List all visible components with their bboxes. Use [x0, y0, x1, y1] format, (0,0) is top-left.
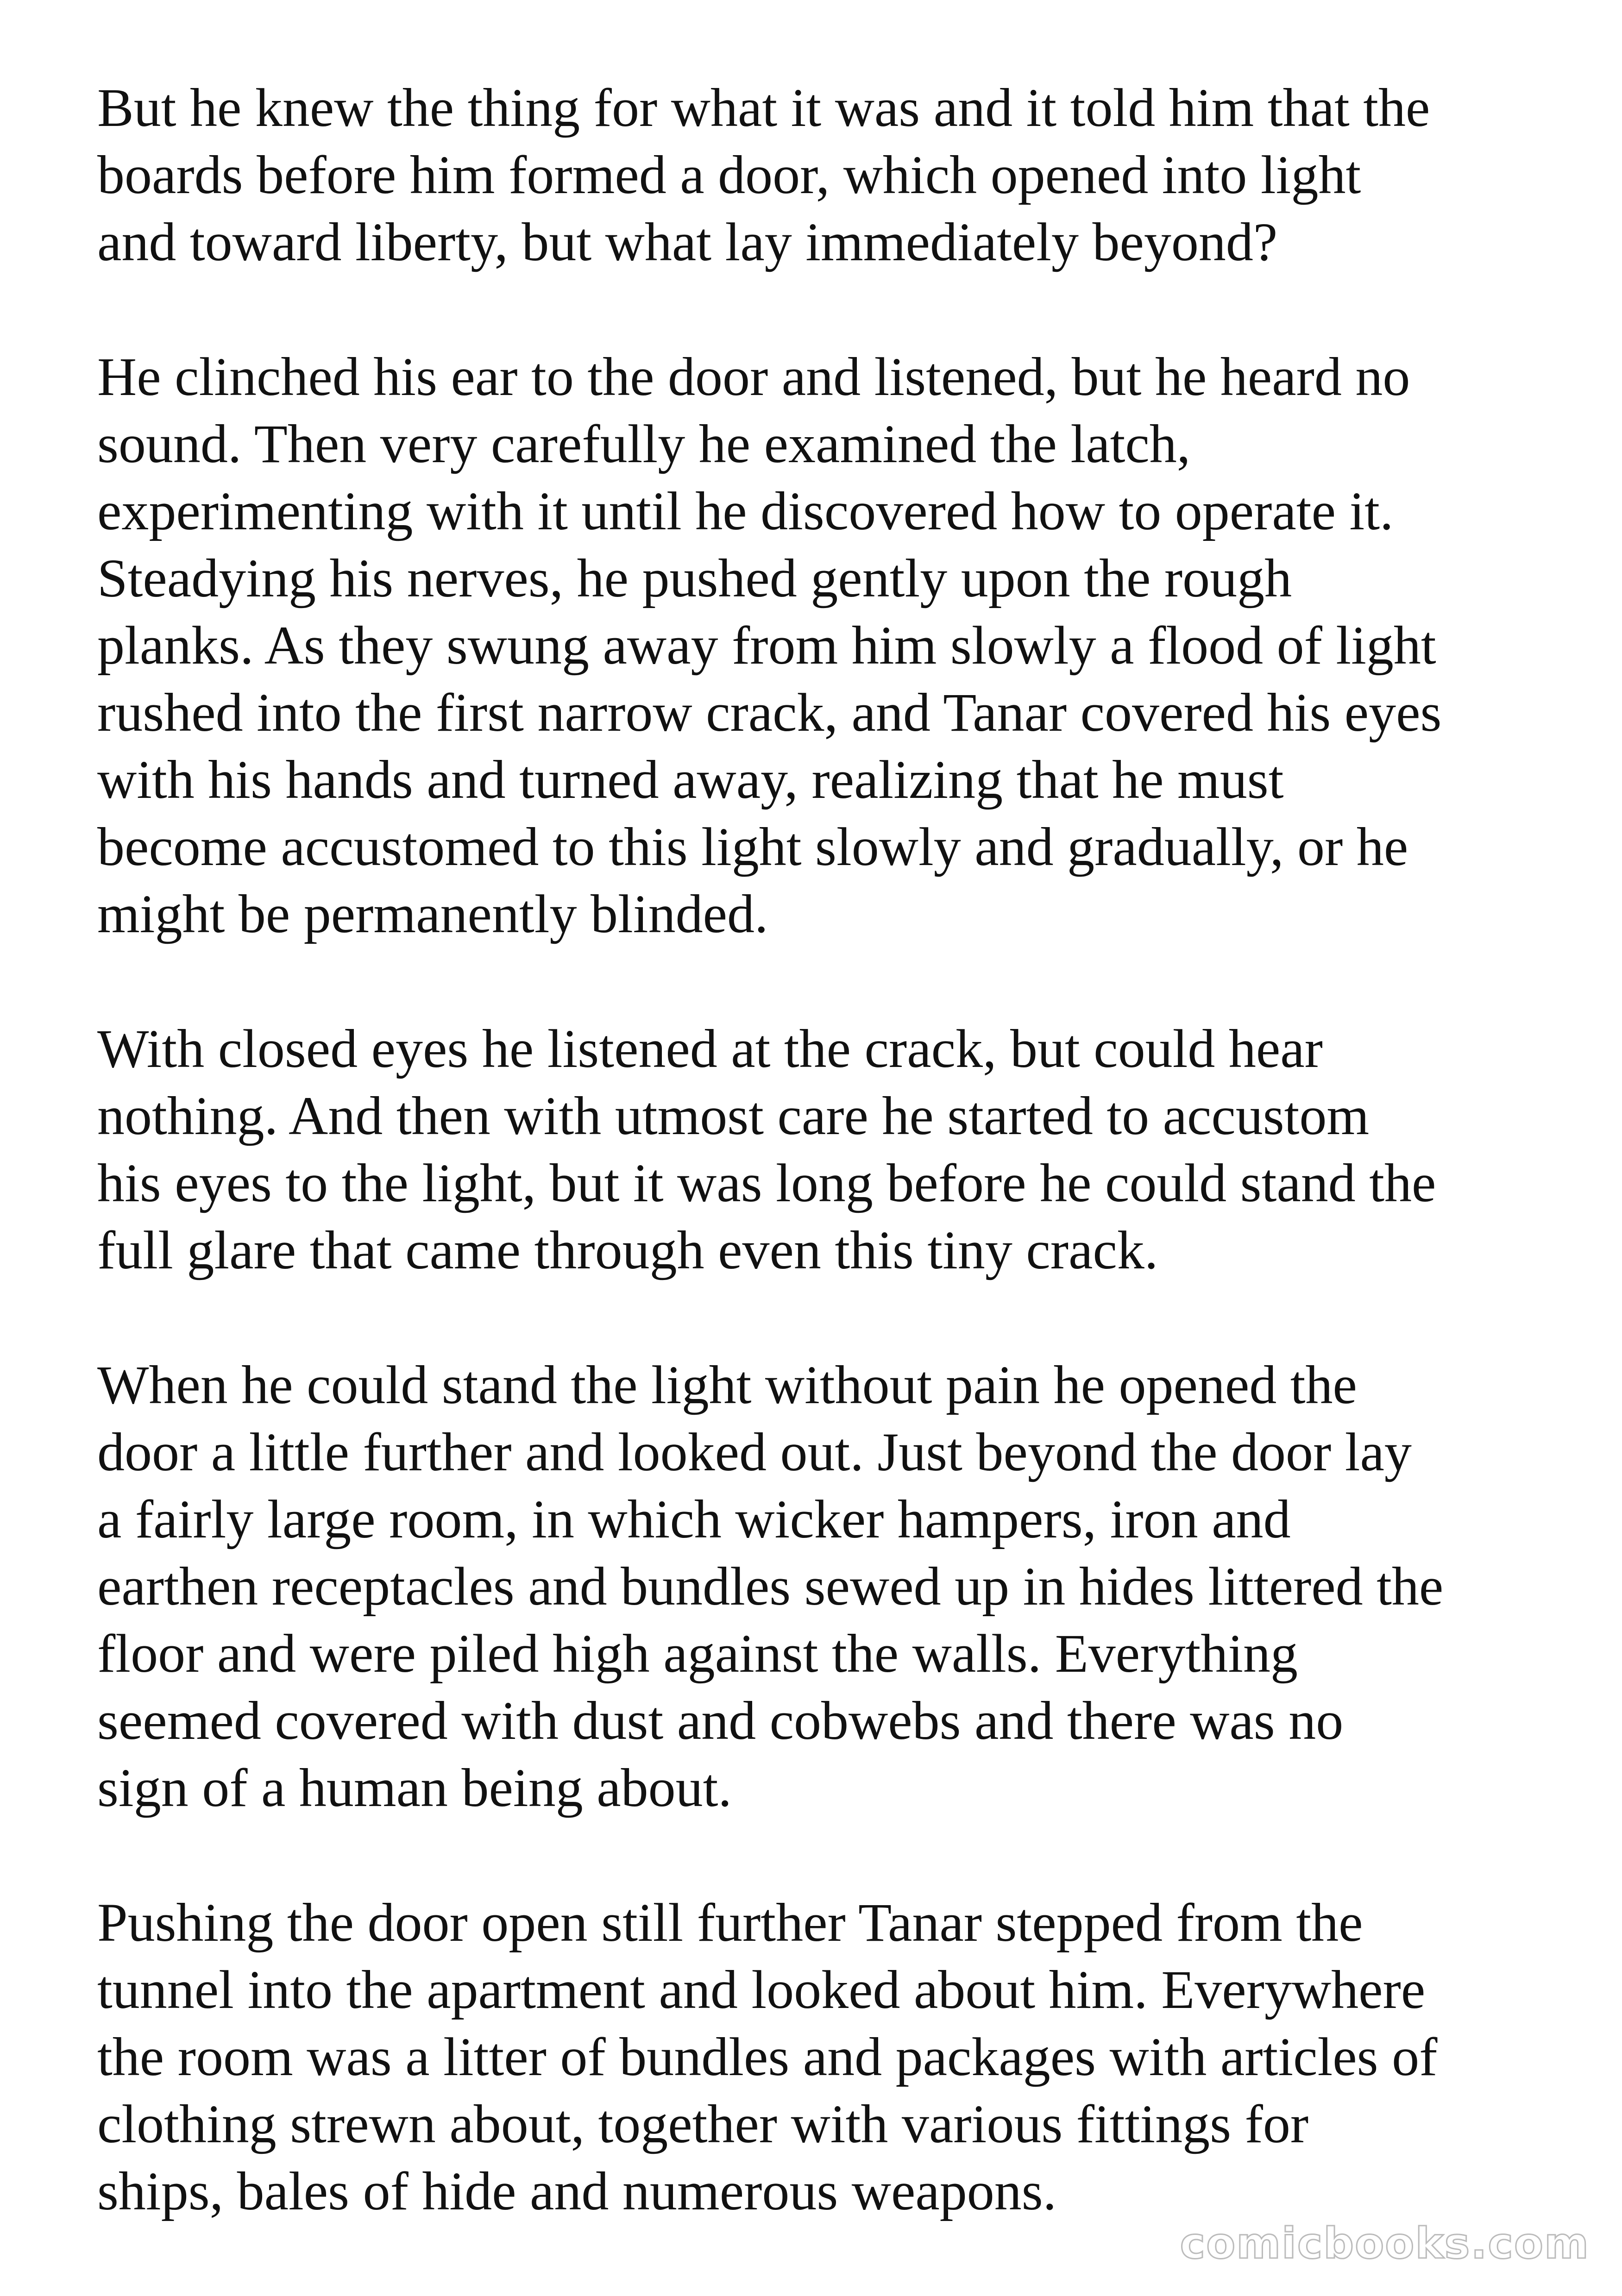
text-line: nothing. And then with utmost care he started to accustom [97, 1085, 1370, 1146]
paragraph-4 [97, 1351, 1547, 1821]
text-line: sound. Then very carefully he examined the latch, [97, 414, 1191, 474]
text-line: his eyes to the light, but it was long before he could stand the [97, 1153, 1436, 1213]
text-line: door a little further and looked out. Just beyond the door lay [97, 1422, 1412, 1482]
text-line: sign of a human being about. [97, 1757, 732, 1818]
text-line: planks. As they swung away from him slowly a flood of light [97, 615, 1436, 676]
text-line: and toward liberty, but what lay immediately beyond? [97, 212, 1278, 272]
paragraph-5 [97, 1889, 1547, 2225]
text-line: floor and were piled high against the walls. Everything [97, 1623, 1298, 1684]
watermark-text: comicbooks.com [1180, 2219, 1590, 2268]
text-body [97, 74, 1547, 2292]
text-line: full glare that came through even this tiny crack. [97, 1220, 1158, 1280]
text-line: become accustomed to this light slowly and gradually, or he [97, 816, 1408, 877]
text-line: Steadying his nerves, he pushed gently upon the rough [97, 548, 1292, 609]
text-line: He clinched his ear to the door and listened, but he heard no [97, 346, 1410, 407]
text-line: rushed into the first narrow crack, and Tanar covered his eyes [97, 682, 1442, 743]
text-line: with his hands and turned away, realizing that he must [97, 749, 1284, 810]
text-line: experimenting with it until he discovered how to operate it. [97, 481, 1394, 541]
text-line: tunnel into the apartment and looked about him. Everywhere [97, 1959, 1426, 2020]
text-line: When he could stand the light without pain he opened the [97, 1355, 1357, 1415]
paragraph-1 [97, 74, 1547, 276]
text-line: But he knew the thing for what it was and it told him that the [97, 77, 1430, 138]
text-line: clothing strewn about, together with various fittings for [97, 2094, 1309, 2154]
paragraph-2 [97, 343, 1547, 947]
text-line: earthen receptacles and bundles sewed up in hides littered the [97, 1556, 1444, 1617]
text-line: boards before him formed a door, which opened into light [97, 144, 1361, 205]
paragraph-3 [97, 1015, 1547, 1284]
text-line: might be permanently blinded. [97, 884, 768, 944]
text-line: ships, bales of hide and numerous weapons. [97, 2161, 1057, 2221]
text-line: the room was a litter of bundles and packages with articles of [97, 2026, 1438, 2087]
text-line: seemed covered with dust and cobwebs and there was no [97, 1690, 1344, 1751]
text-line: a fairly large room, in which wicker hampers, iron and [97, 1489, 1291, 1549]
text-line: Pushing the door open still further Tanar stepped from the [97, 1892, 1363, 1953]
text-line: With closed eyes he listened at the crack, but could hear [97, 1018, 1323, 1079]
